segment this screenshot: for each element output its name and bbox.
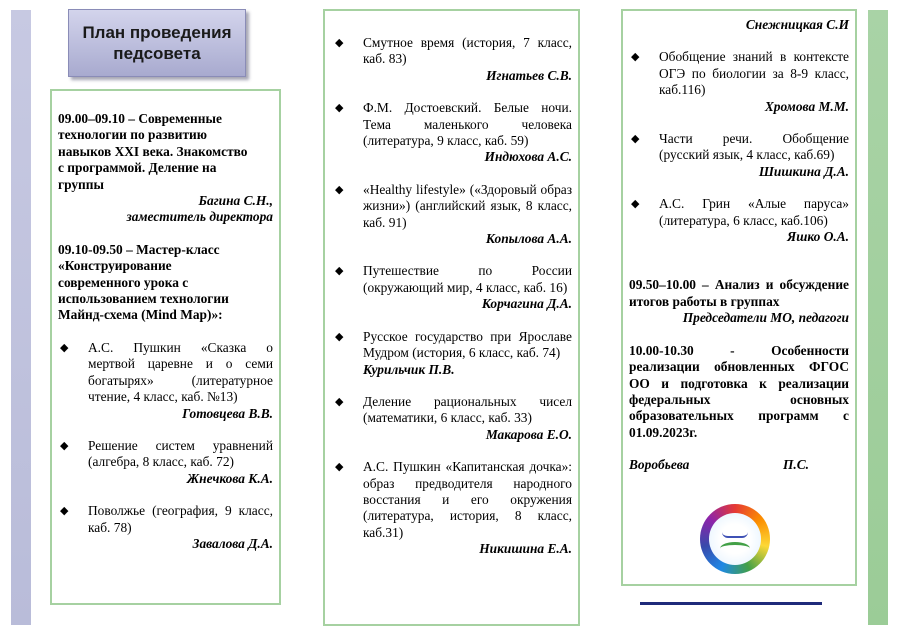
list-item: [333, 459, 572, 541]
list-item: [629, 131, 849, 164]
item-author: Шишкина Д.А.: [758, 163, 849, 179]
left-panel: [50, 89, 281, 605]
bullet-icon: ◆: [335, 395, 344, 408]
signature-left: Воробьева: [629, 457, 690, 473]
left-decor-strip: [11, 10, 31, 625]
middle-panel: [323, 9, 580, 626]
bullet-icon: ◆: [631, 133, 640, 146]
analysis-block: 09.50–10.00 – Анализ и обсуждение итогов работы в группах: [629, 277, 849, 309]
item-text: Обобщение знаний в контексте ОГЭ по биологии за 8-9 класс, каб.116): [659, 49, 849, 98]
item-author: Курильчик П.В.: [363, 361, 455, 377]
final-block: 10.00-10.30 - Особенности реализации обновленных ФГОС ОО и подготовка к реализации федеральных основных образовательных программ с 01.09.2023г.: [629, 342, 849, 440]
block2-line: Майнд-схема (Mind Map)»:: [58, 307, 223, 323]
item-text: Части речи. Обобщение (русский язык, 4 класс, каб.69): [659, 131, 849, 163]
item-text: Решение систем уравнений (алгебра, 8 класс, каб. 72): [88, 437, 273, 470]
item-author: Макарова Е.О.: [485, 426, 572, 442]
block2-line: 09.10-09.50 – Мастер-класс: [58, 241, 220, 257]
block1-line: группы: [58, 176, 104, 192]
block2-line: «Конструирование: [58, 258, 172, 274]
list-item: [333, 263, 572, 296]
list-item: [58, 438, 273, 471]
item-text: Путешествие по России (окружающий мир, 4 класс, каб. 16): [363, 263, 572, 295]
bullet-icon: ◆: [631, 51, 640, 64]
item-text: «Healthy lifestyle» («Здоровый образ жизни») (английский язык, 8 класс, каб. 91): [363, 181, 572, 230]
item-text: Ф.М. Достоевский. Белые ночи. Тема маленького человека (литература, 9 класс, каб. 59): [363, 100, 572, 149]
block2-line: современного урока с: [58, 274, 189, 290]
title-box: [68, 9, 246, 77]
block2-line: использованием технологии: [58, 291, 229, 307]
list-item: [58, 340, 273, 406]
signature-row: [629, 457, 849, 473]
item-text: Русское государство при Ярославе Мудром (история, 6 класс, каб. 74): [363, 328, 572, 361]
block1-author: Багина С.Н.,: [198, 193, 273, 209]
list-item: [333, 394, 572, 427]
list-item: [333, 329, 572, 362]
item-author: Игнатьев С.В.: [486, 67, 572, 83]
analysis-author: Председатели МО, педагоги: [682, 310, 849, 326]
block1-line: 09.00–09.10 – Современные: [58, 111, 222, 126]
list-item: [58, 503, 273, 536]
block1-line: с программой. Деление на: [58, 160, 217, 176]
page-title: План проведения педсовета: [82, 23, 232, 63]
bullet-icon: ◆: [60, 439, 69, 452]
item-author: Корчагина Д.А.: [481, 296, 572, 312]
item-author: Готовцева В.В.: [182, 405, 273, 421]
list-item: [333, 35, 572, 68]
book-icon: [722, 524, 748, 538]
school-emblem-icon: [700, 504, 770, 574]
bullet-icon: ◆: [335, 102, 344, 115]
signature-right: П.С.: [782, 457, 809, 473]
right-panel: [621, 9, 857, 586]
list-item: [333, 100, 572, 149]
bullet-icon: ◆: [335, 330, 344, 343]
item-text: А.С. Грин «Алые паруса» (литература, 6 класс, каб.106): [659, 196, 849, 228]
item-text: А.С. Пушкин «Капитанская дочка»: образ предводителя народного восстания и его окружения (литература, история, 8 класс, каб.31): [363, 459, 572, 540]
top-author: Снежницкая С.И: [745, 17, 849, 32]
block1-role: заместитель директора: [126, 209, 273, 225]
item-text: Деление рациональных чисел (математики, 6 класс, каб. 33): [363, 393, 572, 426]
bullet-icon: ◆: [335, 37, 344, 49]
item-author: Никишина Е.А.: [479, 541, 572, 557]
item-author: Хромова М.М.: [764, 98, 849, 114]
bullet-icon: ◆: [335, 461, 344, 474]
list-item: [629, 196, 849, 229]
item-author: Жнечкова К.А.: [186, 470, 273, 486]
item-author: Копылова А.А.: [485, 231, 572, 247]
block1-line: технологии по развитию: [58, 127, 208, 143]
item-text: Смутное время (история, 7 класс, каб. 83): [363, 35, 572, 67]
block1-line: навыков XXI века. Знакомство: [58, 143, 248, 159]
hands-icon: [720, 542, 750, 555]
right-decor-strip: [868, 10, 888, 625]
item-text: А.С. Пушкин «Сказка о мертвой царевне и о семи богатырях» (литературное чтение, 4 класс, каб. №13): [88, 339, 273, 405]
bullet-icon: ◆: [631, 198, 640, 211]
item-author: Яшко О.А.: [787, 229, 849, 245]
footer-bar: [640, 602, 822, 605]
item-author: Индюхова А.С.: [484, 149, 572, 165]
list-item: [629, 49, 849, 98]
item-text: Поволжье (география, 9 класс, каб. 78): [88, 503, 273, 535]
item-author: Завалова Д.А.: [192, 535, 273, 551]
list-item: [333, 182, 572, 231]
bullet-icon: ◆: [335, 183, 344, 196]
bullet-icon: ◆: [60, 505, 69, 518]
bullet-icon: ◆: [60, 341, 69, 354]
bullet-icon: ◆: [335, 265, 344, 278]
